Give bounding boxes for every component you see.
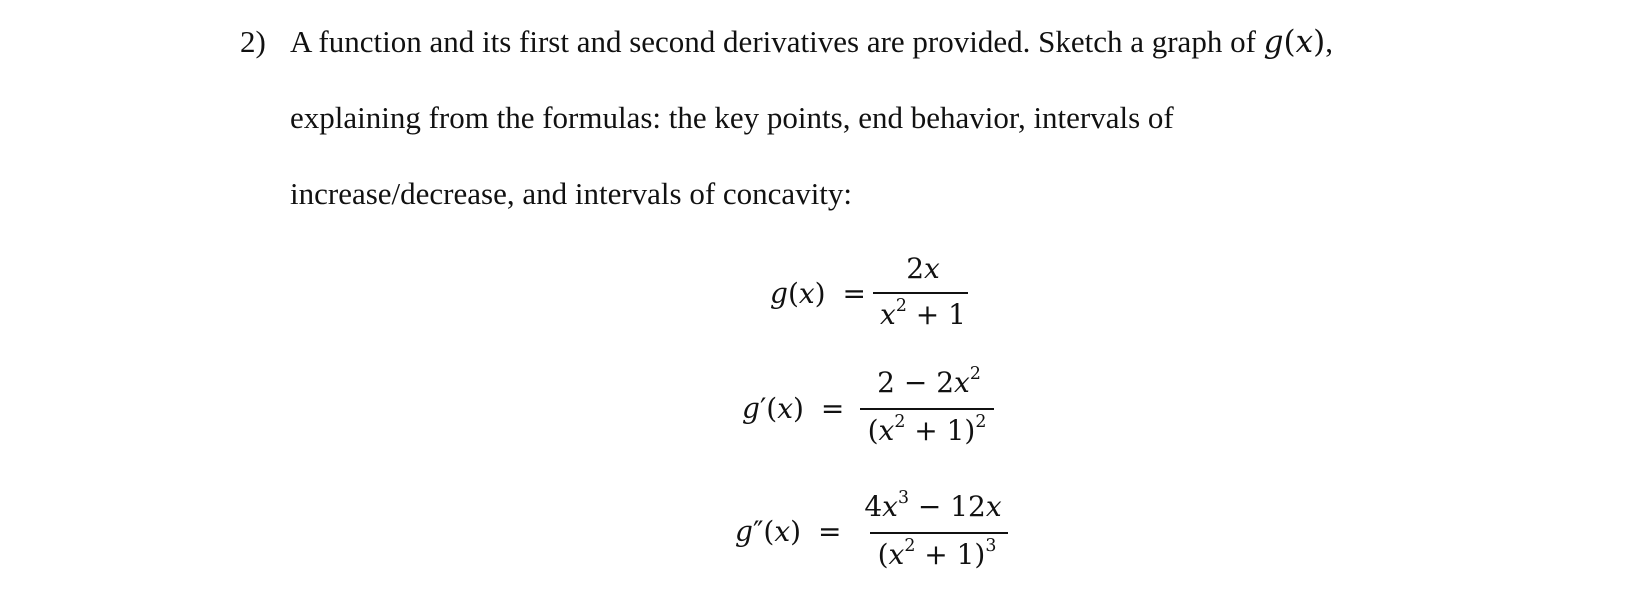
problem-text-line-1 [290, 26, 1333, 58]
problem-text-line-2: explaining from the formulas: the key points, end behavior, intervals of [290, 100, 1174, 135]
function-name-g: g [1263, 24, 1284, 60]
equation-g-prime-numerator: $2 - 2x^2$ [877, 363, 981, 399]
line1-suffix: , [1325, 24, 1333, 59]
equation-g-prime-fraction-bar [860, 408, 994, 410]
line1-text: A function and its first and second derivatives are provided. Sketch a graph of [290, 24, 1264, 59]
equation-g-double-prime-numerator: $4x^3 - 12x$ [864, 487, 1002, 523]
equation-g-double-prime-lhs: g″(x) = [735, 515, 842, 548]
equation-g-prime-lhs: g′(x) = [742, 392, 845, 425]
paren-open: ( [1283, 24, 1296, 60]
equation-g-numerator: 2x [906, 252, 940, 285]
problem-text-line-3: increase/decrease, and intervals of concavity: [290, 176, 853, 211]
equation-g-prime-denominator: $(x^2 + 1)^2$ [867, 411, 987, 447]
variable-x: x [1295, 24, 1314, 60]
equation-g-denominator: $x^2 + 1$ [880, 295, 966, 331]
equation-g-double-prime-denominator: $(x^2 + 1)^3$ [877, 535, 997, 571]
paren-close: ) [1313, 24, 1326, 60]
equation-g-fraction-bar [873, 292, 968, 294]
equation-g-double-prime-fraction-bar [870, 532, 1008, 534]
equation-g-lhs: g(x) = [770, 277, 866, 310]
problem-number: 2) [240, 24, 266, 59]
